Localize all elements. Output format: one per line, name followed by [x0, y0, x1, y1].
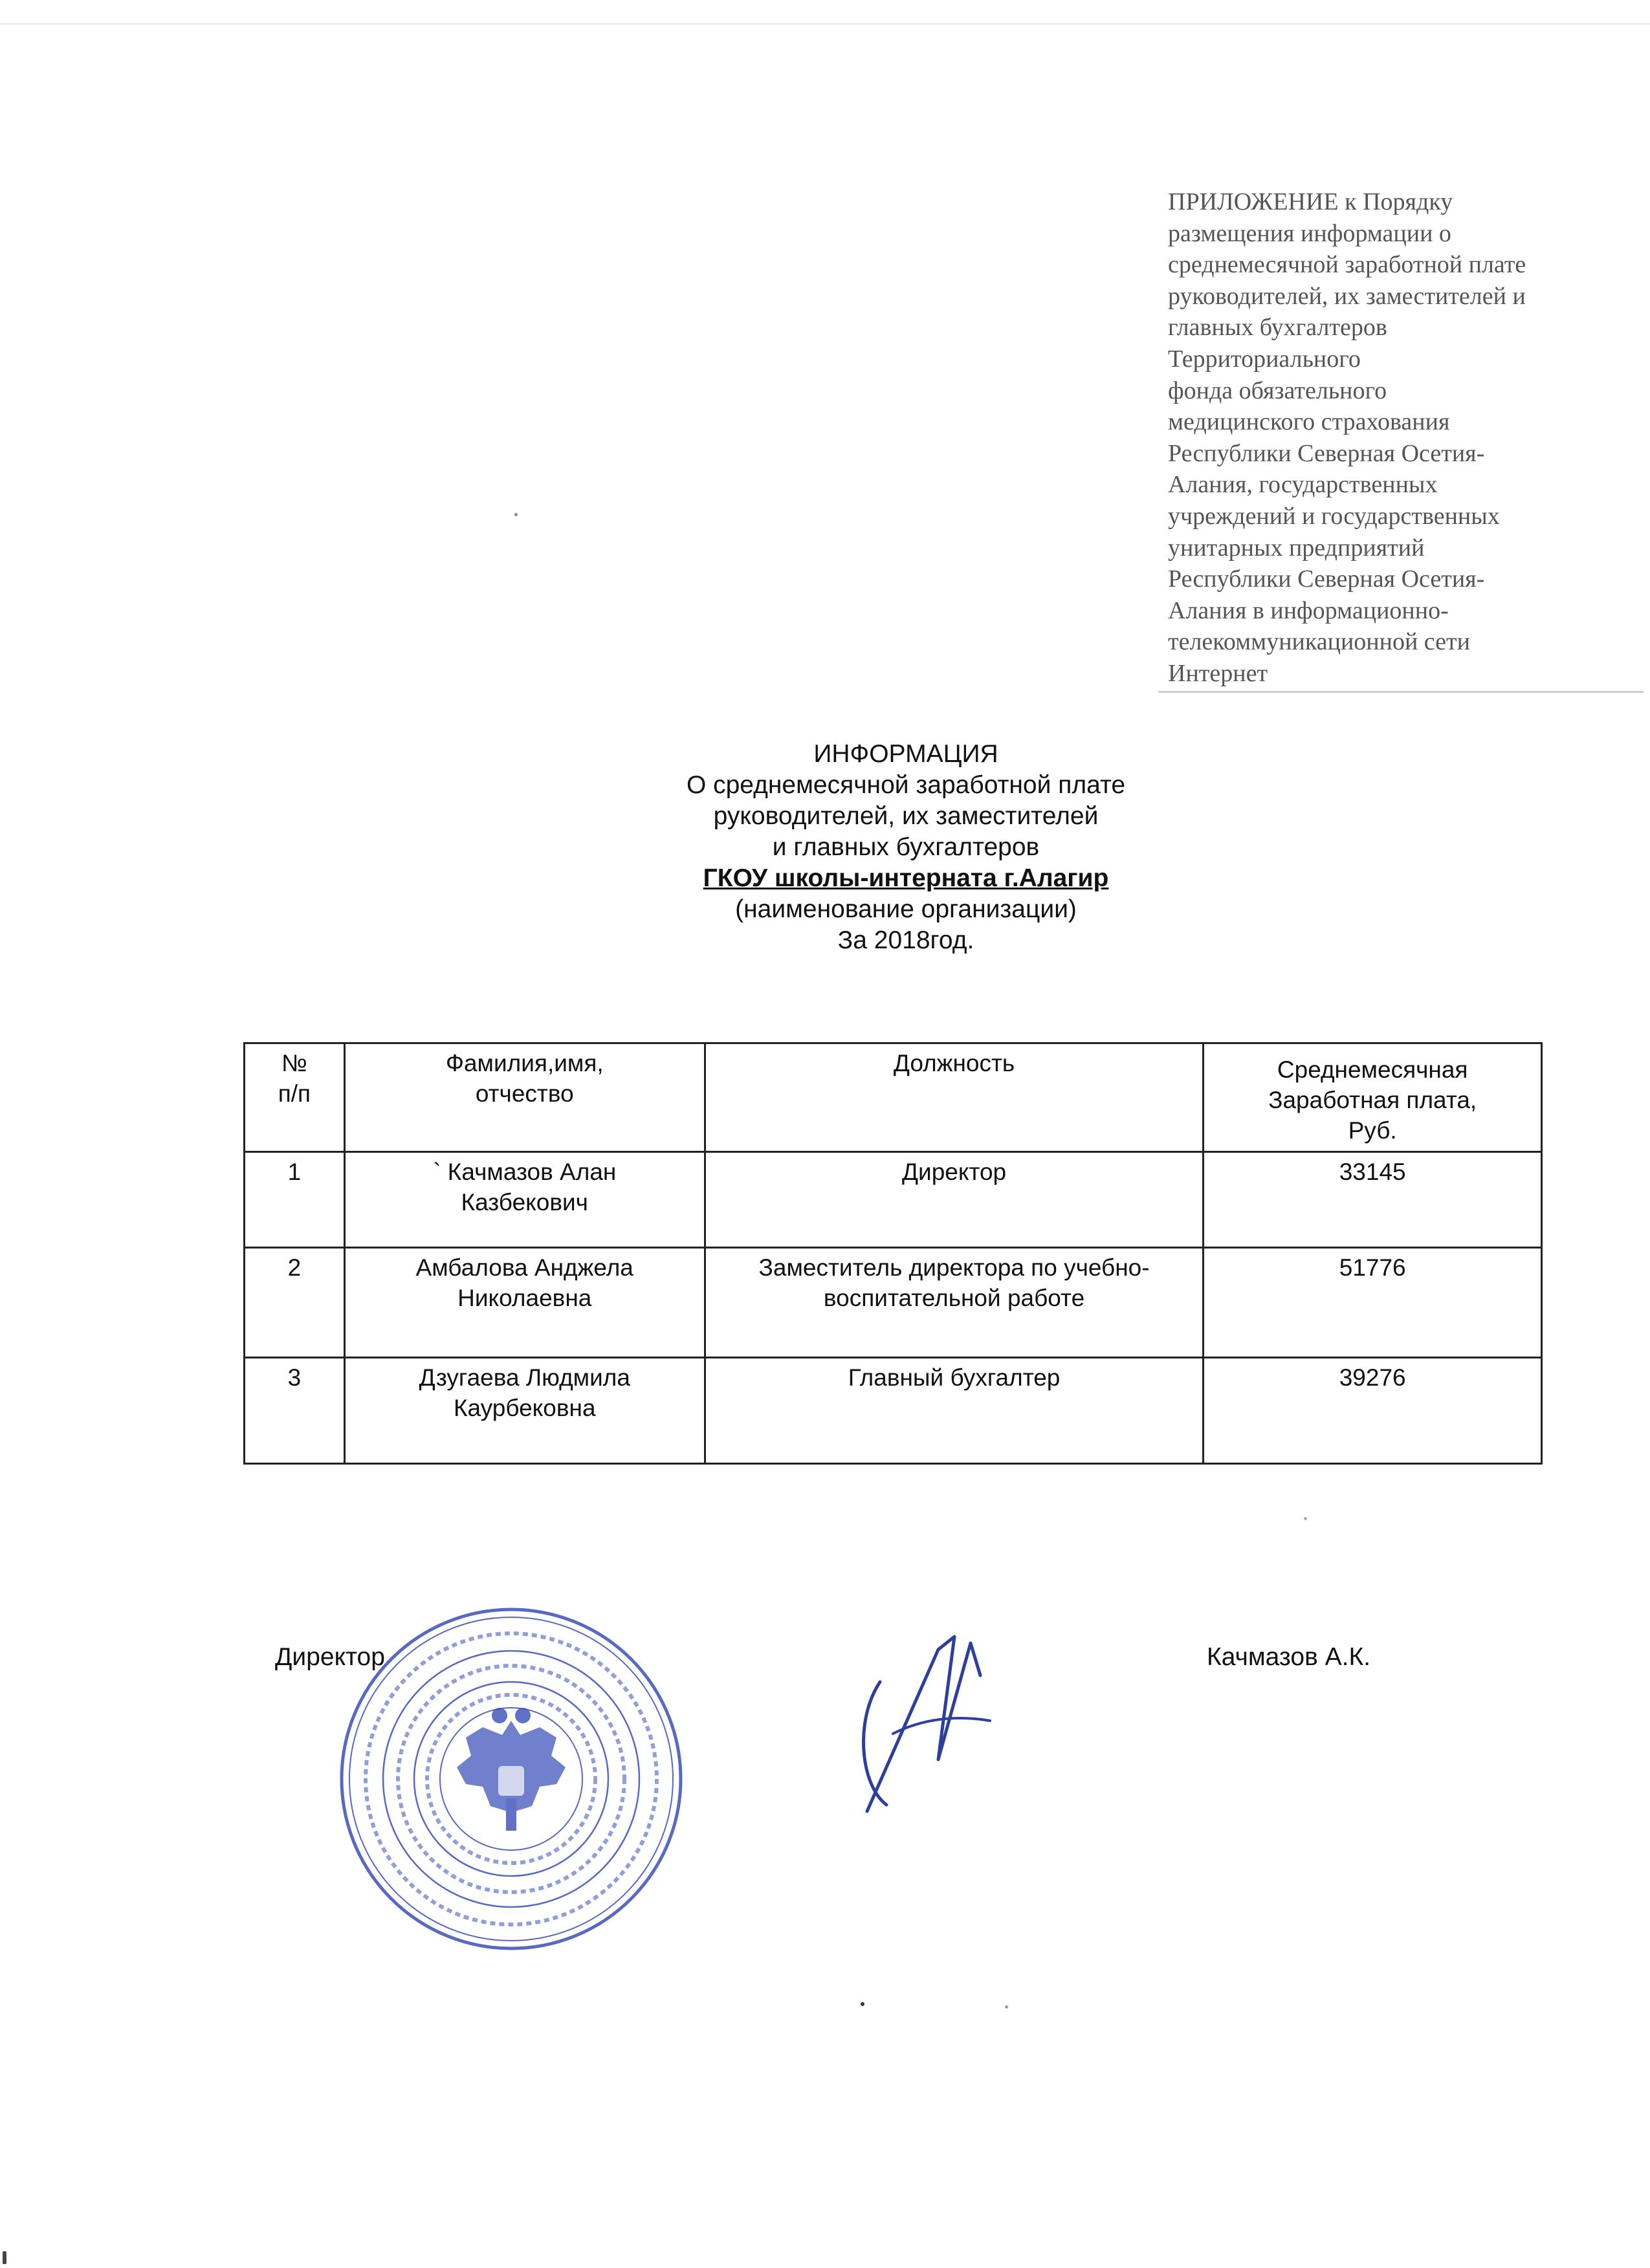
document-title: ИНФОРМАЦИЯ [813, 740, 998, 768]
scan-speck [861, 2002, 864, 2006]
header-num: № п/п [245, 1043, 345, 1152]
header-position: Должность [705, 1043, 1204, 1152]
cell-pay: 39276 [1204, 1358, 1542, 1464]
cell-num: 3 [245, 1358, 345, 1464]
cell-position: Главный бухгалтер [705, 1358, 1204, 1464]
signature-name: Качмазов А.К. [1207, 1643, 1371, 1671]
eagle-emblem-icon [457, 1708, 566, 1831]
table-header-row [245, 1043, 1542, 1152]
appendix-note: ПРИЛОЖЕНИЕ к Порядку размещения информации о среднемесячной заработной плате руководителей, их заместителей и главных бухгалтеров Территориального фонда обязательного медицинского страхования Республики Северная Осетия- Алания, государственных учреждений и государственных унитарных предприятий Республики Северная Осетия- Алания в информационно- телекоммуникационной сети Интернет [1168, 188, 1526, 687]
scan-speck [1005, 2005, 1008, 2009]
handwritten-signature [841, 1624, 1022, 1818]
cell-pay: 51776 [1204, 1248, 1542, 1358]
scan-line-top [0, 23, 1650, 25]
header-pay: Среднемесячная Заработная плата, Руб. [1204, 1043, 1542, 1152]
cell-position: Директор [705, 1152, 1204, 1248]
cell-name: ` Качмазов Алан Казбекович [344, 1152, 705, 1248]
salary-table [243, 1042, 1543, 1465]
organization-name: ГКОУ школы-интерната г.Алагир [703, 864, 1109, 892]
report-period: За 2018год. [837, 926, 974, 954]
table-row [245, 1248, 1542, 1358]
scan-line-appendix [1158, 691, 1644, 693]
scan-speck [3, 2251, 6, 2264]
cell-name: Амбалова Анджела Николаевна [344, 1248, 705, 1358]
scan-speck [1304, 1517, 1307, 1520]
heading-line-1: О среднемесячной заработной плате [686, 771, 1126, 799]
organization-caption: (наименование организации) [735, 895, 1077, 923]
signature-role: Директор [275, 1643, 385, 1671]
cell-num: 1 [245, 1152, 345, 1248]
document-heading [372, 739, 1440, 956]
scan-speck [514, 513, 518, 516]
cell-position: Заместитель директора по учебно- воспитательной работе [705, 1248, 1204, 1358]
heading-line-3: и главных бухгалтеров [772, 833, 1040, 861]
header-name: Фамилия,имя, отчество [344, 1043, 705, 1152]
table-row [245, 1152, 1542, 1248]
cell-num: 2 [245, 1248, 345, 1358]
table-row [245, 1358, 1542, 1464]
official-seal-stamp [336, 1604, 686, 1954]
heading-line-2: руководителей, их заместителей [713, 802, 1099, 830]
cell-pay: 33145 [1204, 1152, 1542, 1248]
cell-name: Дзугаева Людмила Каурбековна [344, 1358, 705, 1464]
